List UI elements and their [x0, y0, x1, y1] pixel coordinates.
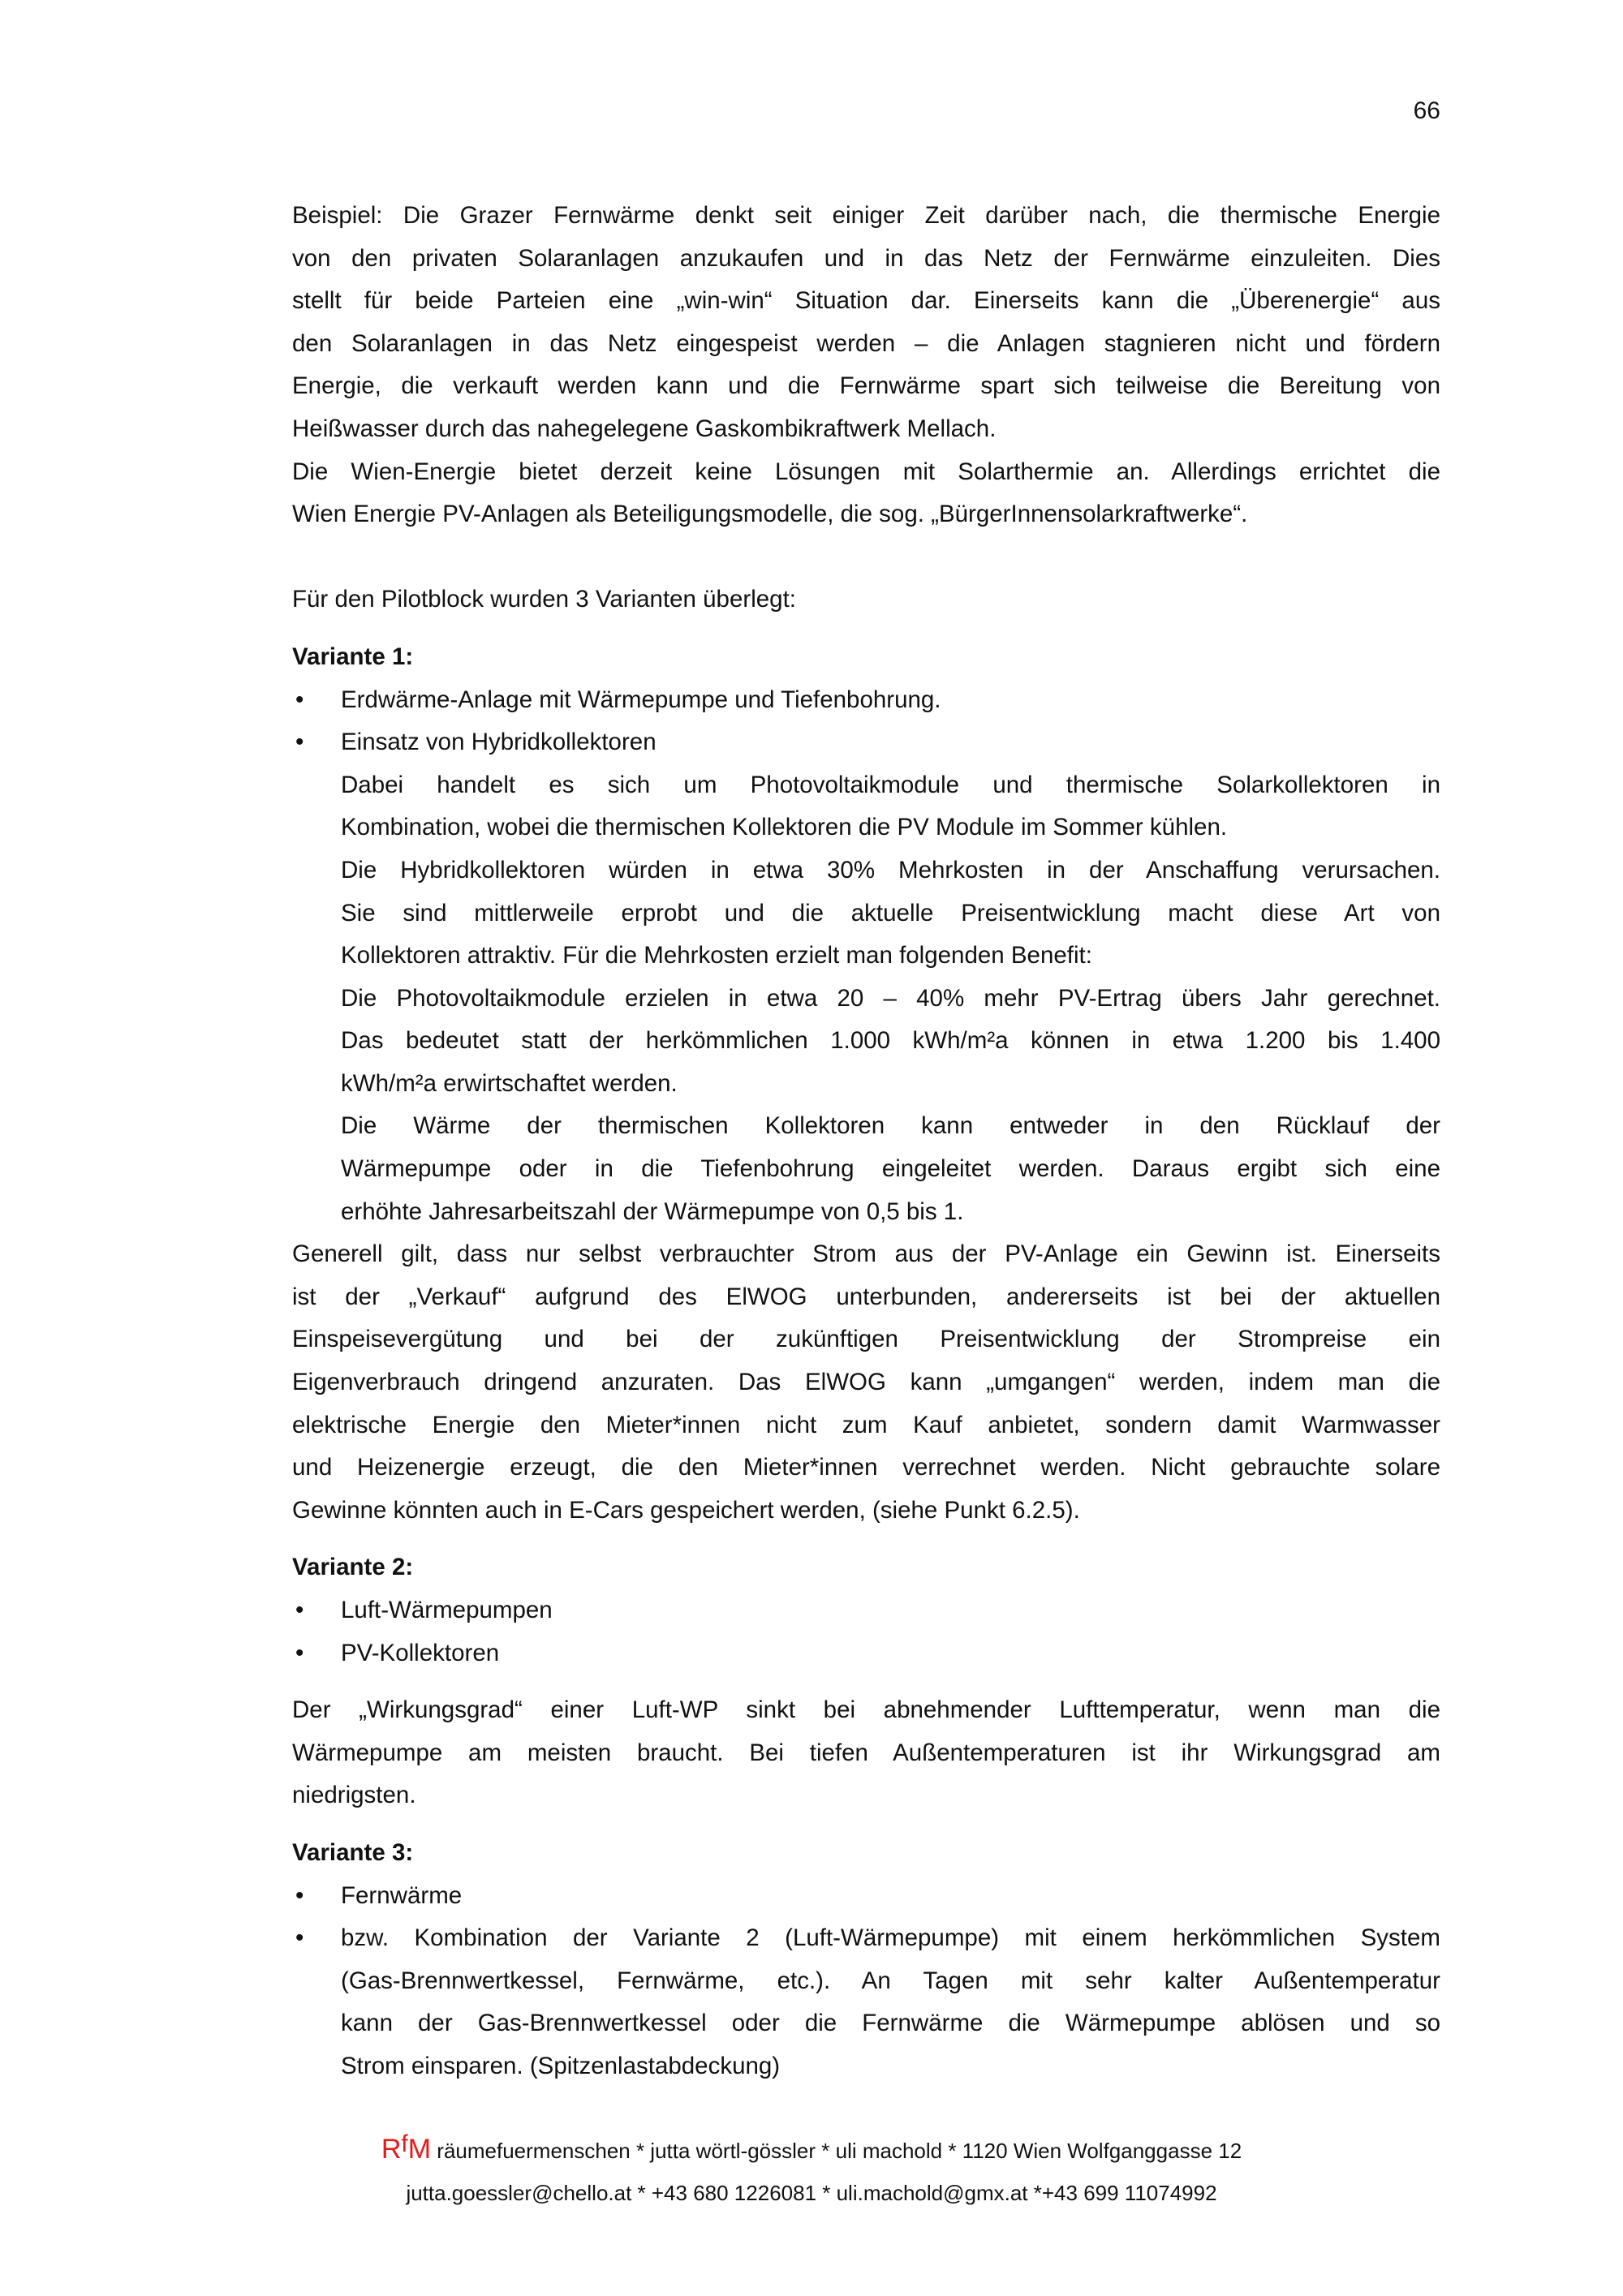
- text-line: Kombination, wobei die thermischen Kollektoren die PV Module im Sommer kühlen.: [341, 814, 1228, 841]
- bullet-item: [292, 1917, 1440, 2087]
- bullet-icon: •: [295, 686, 304, 713]
- footer-contact: jutta.goessler@chello.at * +43 680 1226081 * uli.machold@gmx.at *+43 699 11074992: [406, 2181, 1217, 2205]
- bullet-text: Erdwärme-Anlage mit Wärmepumpe und Tiefenbohrung.: [341, 686, 941, 713]
- general-paragraph: [292, 1233, 1440, 1532]
- bullet-icon: •: [295, 1597, 304, 1623]
- bullet-item: [292, 679, 1440, 722]
- text-line: kann der Gas-Brennwertkessel oder die Fernwärme die Wärmepumpe ablösen und so: [341, 2010, 1440, 2037]
- footer-address: [0, 2130, 1623, 2165]
- text-line: ist der „Verkauf“ aufgrund des ElWOG unterbunden, andererseits ist bei der aktuellen: [292, 1283, 1440, 1310]
- text-line: Generell gilt, dass nur selbst verbrauchter Strom aus der PV-Anlage ein Gewinn ist. Einerseits: [292, 1240, 1440, 1268]
- text-line: Die Wärme der thermischen Kollektoren kann entweder in den Rücklauf der: [341, 1112, 1440, 1140]
- bullet-item: [292, 1589, 1440, 1632]
- variant-2-paragraph: [292, 1689, 1440, 1817]
- intro-paragraph: [292, 195, 1440, 536]
- page-body: [292, 195, 1440, 2088]
- text-line: Dabei handelt es sich um Photovoltaikmodule und thermische Solarkollektoren in: [341, 771, 1440, 798]
- text-line: stellt für beide Parteien eine „win-win“ Situation dar. Einerseits kann die „Überenergie“ aus: [292, 287, 1440, 315]
- bullet-icon: •: [295, 1924, 304, 1952]
- variant-3-heading: Variante 3:: [292, 1838, 414, 1866]
- text-line: Die Wien-Energie bietet derzeit keine Lösungen mit Solarthermie an. Allerdings errichtet die: [292, 458, 1440, 485]
- text-line: Die Photovoltaikmodule erzielen in etwa 20 – 40% mehr PV-Ertrag übers Jahr gerechnet.: [341, 984, 1440, 1012]
- text-line: Das bedeutet statt der herkömmlichen 1.000 kWh/m²a können in etwa 1.200 bis 1.400: [341, 1027, 1440, 1055]
- text-line: Energie, die verkauft werden kann und die Fernwärme spart sich teilweise die Bereitung von: [292, 372, 1440, 400]
- page-number: 66: [1413, 97, 1440, 124]
- text-line: Einspeisevergütung und bei der zukünftigen Preisentwicklung der Strompreise ein: [292, 1326, 1440, 1353]
- bullet-item: [292, 1875, 1440, 1918]
- text-line: erhöhte Jahresarbeitszahl der Wärmepumpe von 0,5 bis 1.: [341, 1197, 964, 1225]
- text-line: bzw. Kombination der Variante 2 (Luft-Wärmepumpe) mit einem herkömmlichen System: [341, 1924, 1440, 1952]
- bullet-item: [292, 721, 1440, 764]
- text-line: (Gas-Brennwertkessel, Fernwärme, etc.). An Tagen mit sehr kalter Außentemperatur: [341, 1967, 1440, 1994]
- text-line: Gewinne könnten auch in E-Cars gespeichert werden, (siehe Punkt 6.2.5).: [292, 1496, 1080, 1524]
- variant-2-heading: Variante 2:: [292, 1554, 414, 1581]
- text-line: Heißwasser durch das nahegelegene Gaskombikraftwerk Mellach.: [292, 415, 997, 442]
- rfm-logo: RfM: [381, 2130, 432, 2165]
- footer-line-1: räumefuermenschen * jutta wörtl-gössler * uli machold * 1120 Wien Wolfganggasse 12: [437, 2139, 1242, 2163]
- text-line: Wärmepumpe am meisten braucht. Bei tiefen Außentemperaturen ist ihr Wirkungsgrad am: [292, 1739, 1440, 1766]
- bullet-icon: •: [295, 1881, 304, 1909]
- text-line: Kollektoren attraktiv. Für die Mehrkosten erzielt man folgenden Benefit:: [341, 942, 1092, 970]
- bullet-icon: •: [295, 1639, 304, 1666]
- text-line: Der „Wirkungsgrad“ einer Luft-WP sinkt bei abnehmender Lufttemperatur, wenn man die: [292, 1696, 1440, 1724]
- bullet-icon: •: [295, 729, 304, 756]
- text-line: niedrigsten.: [292, 1782, 416, 1809]
- bullet-text: Luft-Wärmepumpen: [341, 1597, 553, 1623]
- text-line: Wien Energie PV-Anlagen als Beteiligungsmodelle, die sog. „BürgerInnensolarkraftwerke“.: [292, 501, 1248, 528]
- text-line: und Heizenergie erzeugt, die den Mieter*innen verrechnet werden. Nicht gebrauchte solare: [292, 1454, 1440, 1481]
- text-line: Die Hybridkollektoren würden in etwa 30% Mehrkosten in der Anschaffung verursachen.: [341, 856, 1440, 884]
- text-line: von den privaten Solaranlagen anzukaufen und in das Netz der Fernwärme einzuleiten. Dies: [292, 244, 1440, 272]
- text-line: den Solaranlagen in das Netz eingespeist werden – die Anlagen stagnieren nicht und fördern: [292, 329, 1440, 357]
- text-line: Strom einsparen. (Spitzenlastabdeckung): [341, 2052, 781, 2079]
- bullet-item: [292, 1632, 1440, 1675]
- hybrid-detail: [341, 764, 1440, 1234]
- pilot-intro: Für den Pilotblock wurden 3 Varianten überlegt:: [292, 586, 796, 613]
- bullet-text: PV-Kollektoren: [341, 1639, 500, 1666]
- text-line: Beispiel: Die Grazer Fernwärme denkt seit einiger Zeit darüber nach, die thermische Energie: [292, 202, 1440, 229]
- text-line: kWh/m²a erwirtschaftet werden.: [341, 1069, 678, 1097]
- bullet-text: Fernwärme: [341, 1881, 463, 1909]
- text-line: Wärmepumpe oder in die Tiefenbohrung eingeleitet werden. Daraus ergibt sich eine: [341, 1155, 1440, 1183]
- variant-1-heading: Variante 1:: [292, 643, 414, 670]
- text-line: Sie sind mittlerweile erprobt und die aktuelle Preisentwicklung macht diese Art von: [341, 899, 1440, 927]
- text-line: Eigenverbrauch dringend anzuraten. Das ElWOG kann „umgangen“ werden, indem man die: [292, 1369, 1440, 1396]
- text-line: elektrische Energie den Mieter*innen nicht zum Kauf anbietet, sondern damit Warmwasser: [292, 1411, 1440, 1438]
- bullet-text: Einsatz von Hybridkollektoren: [341, 729, 657, 756]
